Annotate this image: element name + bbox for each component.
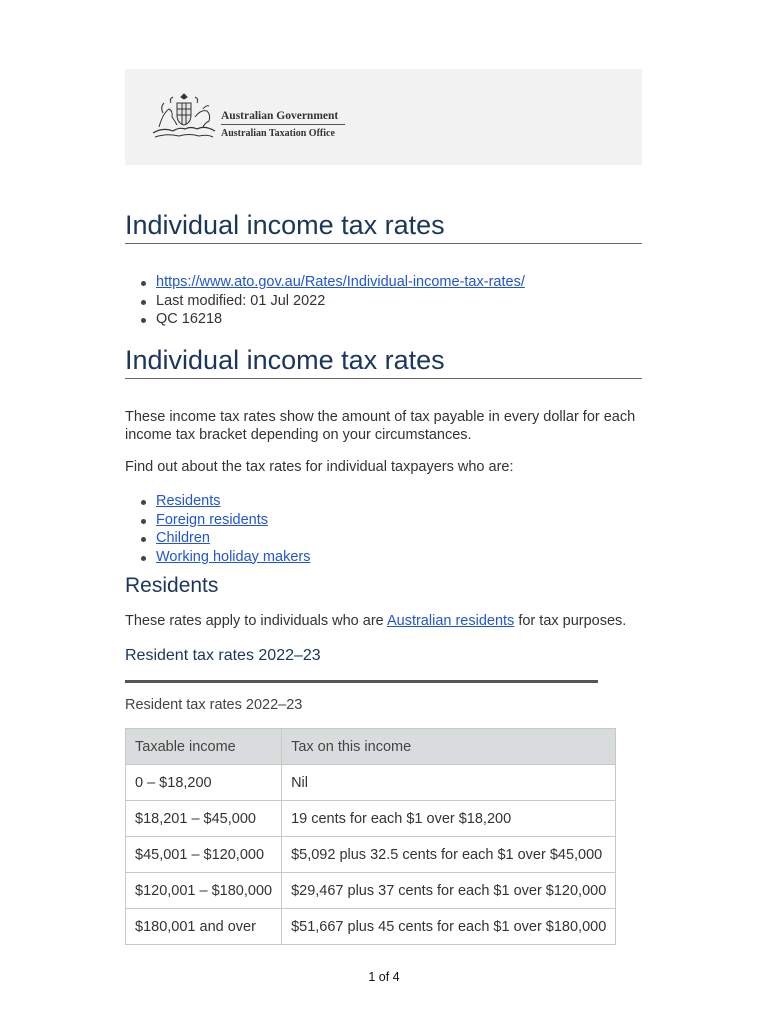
residents-note-text: These rates apply to individuals who are bbox=[125, 613, 387, 629]
residents-note-text-end: for tax purposes. bbox=[514, 613, 627, 629]
section-title: Individual income tax rates bbox=[125, 344, 642, 379]
australian-residents-link[interactable]: Australian residents bbox=[386, 613, 515, 629]
residents-heading: Residents bbox=[125, 574, 219, 597]
cell-taxable-income: $18,201 – $45,000 bbox=[126, 801, 282, 837]
link-residents[interactable]: Residents bbox=[156, 493, 221, 509]
agency-line-office: Australian Taxation Office bbox=[221, 128, 335, 139]
column-header-tax: Tax on this income bbox=[282, 729, 616, 765]
agency-line-government: Australian Government bbox=[221, 110, 339, 122]
link-foreign-residents[interactable]: Foreign residents bbox=[156, 511, 269, 528]
section-divider bbox=[125, 680, 598, 683]
cell-tax: $51,667 plus 45 cents for each $1 over $180,000 bbox=[282, 909, 616, 945]
cell-tax: 19 cents for each $1 over $18,200 bbox=[282, 801, 616, 837]
intro-paragraph: These income tax rates show the amount of tax payable in every dollar for each income tax bracket depending on your circumstances. bbox=[125, 409, 636, 443]
header-banner bbox=[125, 69, 642, 165]
residents-note bbox=[125, 612, 642, 630]
qc-number: QC 16218 bbox=[141, 310, 525, 329]
list-item bbox=[141, 529, 310, 548]
coat-of-arms-icon bbox=[151, 93, 217, 141]
resident-rates-subheading: Resident tax rates 2022–23 bbox=[125, 647, 321, 664]
list-item bbox=[141, 492, 310, 511]
agency-wordmark bbox=[221, 109, 345, 140]
table-caption: Resident tax rates 2022–23 bbox=[125, 697, 303, 713]
taxpayer-type-list bbox=[141, 492, 310, 566]
table-row bbox=[126, 765, 616, 801]
table-row bbox=[126, 801, 616, 837]
cell-taxable-income: $180,001 and over bbox=[126, 909, 282, 945]
cell-tax: $5,092 plus 32.5 cents for each $1 over $45,000 bbox=[282, 837, 616, 873]
list-item bbox=[141, 548, 310, 567]
list-item bbox=[141, 273, 525, 292]
list-item bbox=[141, 511, 310, 530]
page-meta-list bbox=[141, 273, 525, 329]
cell-tax: $29,467 plus 37 cents for each $1 over $120,000 bbox=[282, 873, 616, 909]
table-row bbox=[126, 909, 616, 945]
cell-taxable-income: $120,001 – $180,000 bbox=[126, 873, 282, 909]
link-children[interactable]: Children bbox=[156, 530, 210, 546]
wordmark-divider bbox=[221, 124, 345, 125]
cell-tax: Nil bbox=[282, 765, 616, 801]
cell-taxable-income: $45,001 – $120,000 bbox=[126, 837, 282, 873]
page-url-link[interactable]: https://www.ato.gov.au/Rates/Individual-income-tax-rates/ bbox=[156, 274, 525, 290]
link-working-holiday-makers[interactable]: Working holiday makers bbox=[156, 548, 311, 565]
column-header-taxable-income: Taxable income bbox=[126, 729, 282, 765]
page-indicator: 1 of 4 bbox=[368, 970, 400, 984]
table-header-row bbox=[126, 729, 616, 765]
table-row bbox=[126, 873, 616, 909]
table-row bbox=[126, 837, 616, 873]
resident-tax-rates-table bbox=[125, 728, 616, 945]
cell-taxable-income: 0 – $18,200 bbox=[126, 765, 282, 801]
find-out-paragraph: Find out about the tax rates for individual taxpayers who are: bbox=[125, 459, 514, 475]
page-title: Individual income tax rates bbox=[125, 209, 642, 244]
last-modified: Last modified: 01 Jul 2022 bbox=[141, 292, 525, 311]
